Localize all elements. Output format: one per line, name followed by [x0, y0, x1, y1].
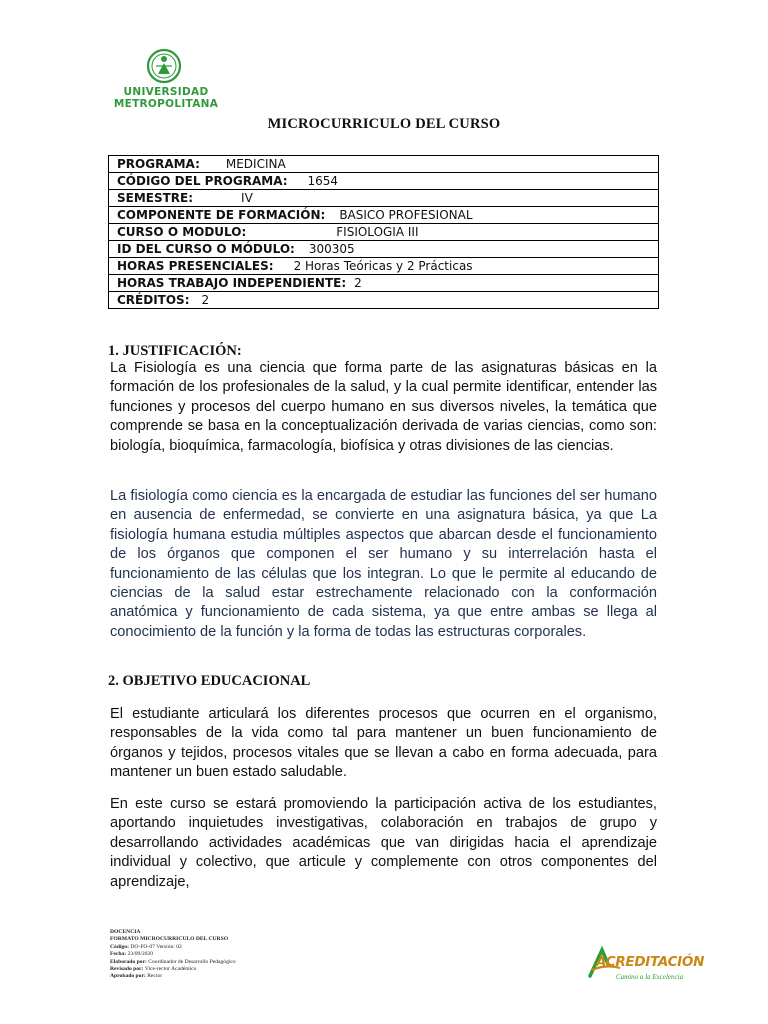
row-value: 1654: [307, 174, 339, 188]
university-logo: [106, 48, 226, 110]
footer-elaborado: [110, 959, 350, 966]
row-label: HORAS TRABAJO INDEPENDIENTE:: [117, 276, 347, 290]
accreditation-logo: [586, 946, 705, 986]
section-title-justificacion: 1. JUSTIFICACIÓN:: [108, 343, 242, 359]
table-row: [109, 224, 659, 241]
row-value: 300305: [308, 242, 355, 256]
row-label: CRÉDITOS:: [117, 293, 190, 307]
footer-revisado-label: Revisado por:: [110, 966, 144, 973]
document-footer: [110, 929, 350, 981]
footer-revisado: [110, 966, 350, 973]
table-row: [109, 173, 659, 190]
footer-line1: DOCENCIA: [110, 929, 141, 935]
row-value: BASICO PROFESIONAL: [339, 208, 473, 222]
table-cell: [109, 207, 659, 224]
row-label: HORAS PRESENCIALES:: [117, 259, 274, 273]
course-info-table: [108, 155, 659, 309]
footer-elaborado-label: Elaborado por:: [110, 958, 147, 965]
table-cell: [109, 156, 659, 173]
footer-codigo: [110, 944, 350, 951]
paragraph-justificacion-2: La fisiología como ciencia es la encargada de estudiar las funciones del ser humano en ausencia de enfermedad, se convierte en una asignatura básica, ya que La fisiología humana estudia múltiples aspectos que abarcan desde el funcionamiento de los órganos que componen el ser humano y su interrelación hasta el funcionamiento de las células que los integran. Lo que le permite al educando de ciencias de la salud estar estrechamente relacionado con la conformación anatómica y funcionamiento de cada sistema, ya que entre ambas se llega al conocimiento de la función y la forma de todas las estructuras corporales.: [110, 488, 657, 640]
logo-text-line2: METROPOLITANA: [113, 98, 219, 110]
accreditation-text: ACREDITACIÓN: [596, 954, 705, 970]
accreditation-subtext: Camino a la Excelencia: [616, 973, 684, 981]
row-label: ID DEL CURSO O MÓDULO:: [117, 242, 295, 256]
table-cell: [109, 258, 659, 275]
row-label: PROGRAMA:: [117, 157, 200, 171]
paragraph-justificacion-1: La Fisiología es una ciencia que forma parte de las asignaturas básicas en la formación de los profesionales de la salud, y la cual permite identificar, entender las funciones y procesos del cuerpo humano en sus diversos niveles, la temática que comprende se basa en la conceptualización derivada de varias ciencias, como son: biología, bioquímica, farmacología, biofísica y otras divisiones de las ciencias.: [110, 360, 657, 454]
footer-elaborado-value: Coordinador de Desarrollo Pedagógico: [148, 958, 236, 965]
row-label: SEMESTRE:: [117, 191, 194, 205]
footer-aprobado-value: Rector: [147, 973, 163, 980]
footer-fecha-label: Fecha:: [110, 951, 127, 958]
table-cell: [109, 275, 659, 292]
footer-codigo-value: DO-FO-07 Versión: 02: [130, 943, 182, 950]
table-row: [109, 275, 659, 292]
row-value: MEDICINA: [225, 157, 286, 171]
row-value: 2 Horas Teóricas y 2 Prácticas: [293, 259, 473, 273]
logo-text-line1: UNIVERSIDAD: [123, 86, 209, 98]
table-cell: [109, 224, 659, 241]
table-cell: [109, 190, 659, 207]
row-value: 2: [201, 293, 210, 307]
footer-aprobado: [110, 973, 350, 980]
footer-line2: FORMATO MICROCURRICULO DEL CURSO: [110, 936, 229, 943]
table-row: [109, 292, 659, 309]
footer-fecha: [110, 951, 350, 958]
table-row: [109, 258, 659, 275]
table-row: [109, 241, 659, 258]
footer-aprobado-label: Aprobado por:: [110, 973, 146, 980]
footer-codigo-label: Código:: [110, 943, 129, 950]
paragraph-objetivo-2: En este curso se estará promoviendo la participación activa de los estudiantes, aportando inquietudes investigativas, colaboración en trabajos de grupo y desarrollando actividades académicas que van dirigidas hacia el aprendizaje individual y colectivo, que articule y complemente con otros componentes del aprendizaje,: [110, 796, 657, 890]
paragraph-objetivo-1: El estudiante articulará los diferentes procesos que ocurren en el organismo, responsables de la vida como tal para mantener un buen funcionamiento de órganos y tejidos, procesos vitales que se llevan a cabo en forma adecuada, para mantener un buen estado saludable.: [110, 706, 657, 781]
footer-revisado-value: Vice-rector Académico: [144, 966, 197, 973]
footer-fecha-value: 23/09/2020: [127, 951, 154, 958]
row-value: 2: [354, 276, 362, 290]
table-cell: [109, 241, 659, 258]
table-cell: [109, 292, 659, 309]
table-row: [109, 190, 659, 207]
row-label: CÓDIGO DEL PROGRAMA:: [117, 174, 288, 188]
section-title-objetivo: 2. OBJETIVO EDUCACIONAL: [108, 673, 311, 689]
row-value: IV: [241, 191, 253, 205]
table-cell: [109, 173, 659, 190]
table-row: [109, 156, 659, 173]
document-title: MICROCURRICULO DEL CURSO: [267, 116, 501, 132]
table-row: [109, 207, 659, 224]
row-label: CURSO O MODULO:: [117, 225, 247, 239]
row-value: FISIOLOGIA III: [336, 225, 419, 239]
university-emblem-icon: [146, 48, 182, 84]
row-label: COMPONENTE DE FORMACIÓN:: [117, 208, 326, 222]
